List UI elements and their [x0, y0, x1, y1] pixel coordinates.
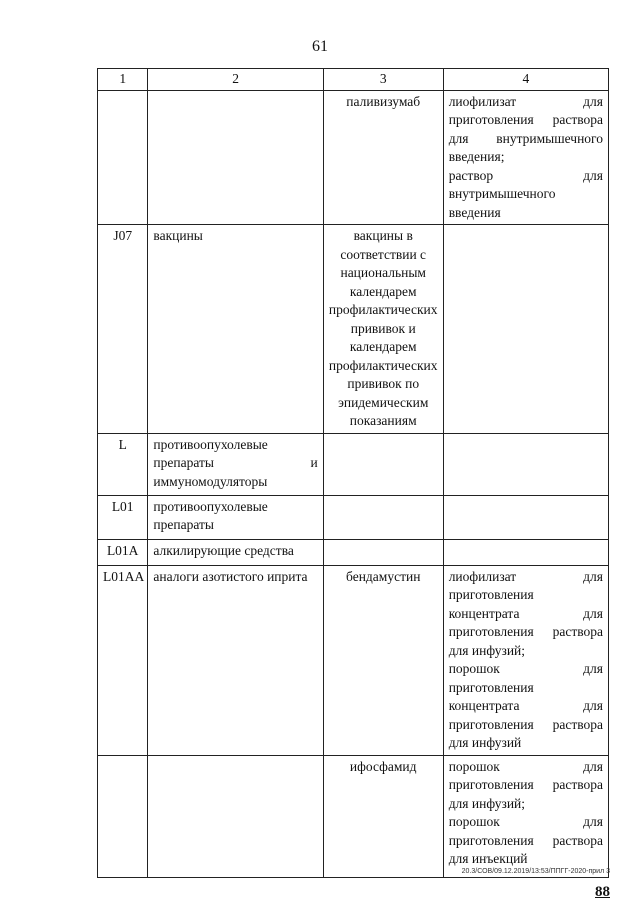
dosage-forms-cell — [443, 90, 608, 225]
atc-code-cell — [98, 90, 148, 225]
drug-name-cell — [323, 539, 443, 565]
drug-name-cell — [323, 433, 443, 495]
atc-code-cell: J07 — [98, 225, 148, 434]
table-row — [98, 433, 609, 495]
dosage-form: лиофилизат для приготовления раствора для внутримышечного введения; — [448, 93, 603, 164]
atc-code-cell: L — [98, 433, 148, 495]
dosage-form: порошок для приготовления концентрата для приготовления раствора для инфузий — [448, 661, 603, 750]
header-col-3: 3 — [323, 69, 443, 91]
header-col-2: 2 — [148, 69, 323, 91]
group-name-cell: вакцины — [148, 225, 323, 434]
dosage-forms-cell — [443, 565, 608, 755]
table-row — [98, 90, 609, 225]
table-header-row — [98, 69, 609, 91]
group-name-cell: противоопухолевые препараты — [148, 495, 323, 539]
group-name-cell: аналоги азотистого иприта — [148, 565, 323, 755]
group-name-cell: алкилирующие средства — [148, 539, 323, 565]
group-name-cell — [148, 755, 323, 877]
table-row — [98, 225, 609, 434]
drug-name-cell: вакцины в соответствии с национальным календарем профилактических прививок и календарем профилактических прививок по эпидемическим показаниям — [323, 225, 443, 434]
dosage-form: порошок для приготовления раствора для инъекций — [448, 814, 603, 866]
group-name-cell — [148, 90, 323, 225]
atc-code-cell: L01AA — [98, 565, 148, 755]
drug-name-cell: бендамустин — [323, 565, 443, 755]
atc-code-cell: L01A — [98, 539, 148, 565]
table-row — [98, 565, 609, 755]
header-col-4: 4 — [443, 69, 608, 91]
drug-name-cell: ифосфамид — [323, 755, 443, 877]
dosage-form: порошок для приготовления раствора для инфузий; — [448, 758, 603, 811]
drug-name-cell — [323, 495, 443, 539]
dosage-form: лиофилизат для приготовления концентрата для приготовления раствора для инфузий; — [448, 568, 603, 658]
page-number: 61 — [312, 38, 328, 55]
dosage-forms-cell — [443, 539, 608, 565]
dosage-forms-cell — [443, 495, 608, 539]
table-row — [98, 755, 609, 877]
atc-code-cell — [98, 755, 148, 877]
sheet-number: 88 — [595, 884, 610, 900]
dosage-forms-cell — [443, 433, 608, 495]
document-stamp: 20.3/СОВ/09.12.2019/13:53/ППГГ-2020-прил 3 — [461, 868, 610, 875]
dosage-forms-cell — [443, 755, 608, 877]
group-name-cell: противоопухолевые препараты и иммуномодуляторы — [148, 433, 323, 495]
drug-list-table — [97, 68, 609, 878]
dosage-forms-cell — [443, 225, 608, 434]
table-row — [98, 495, 609, 539]
table-row — [98, 539, 609, 565]
atc-code-cell: L01 — [98, 495, 148, 539]
dosage-form: раствор для внутримышечного введения — [448, 167, 603, 220]
header-col-1: 1 — [98, 69, 148, 91]
drug-name-cell: паливизумаб — [323, 90, 443, 225]
